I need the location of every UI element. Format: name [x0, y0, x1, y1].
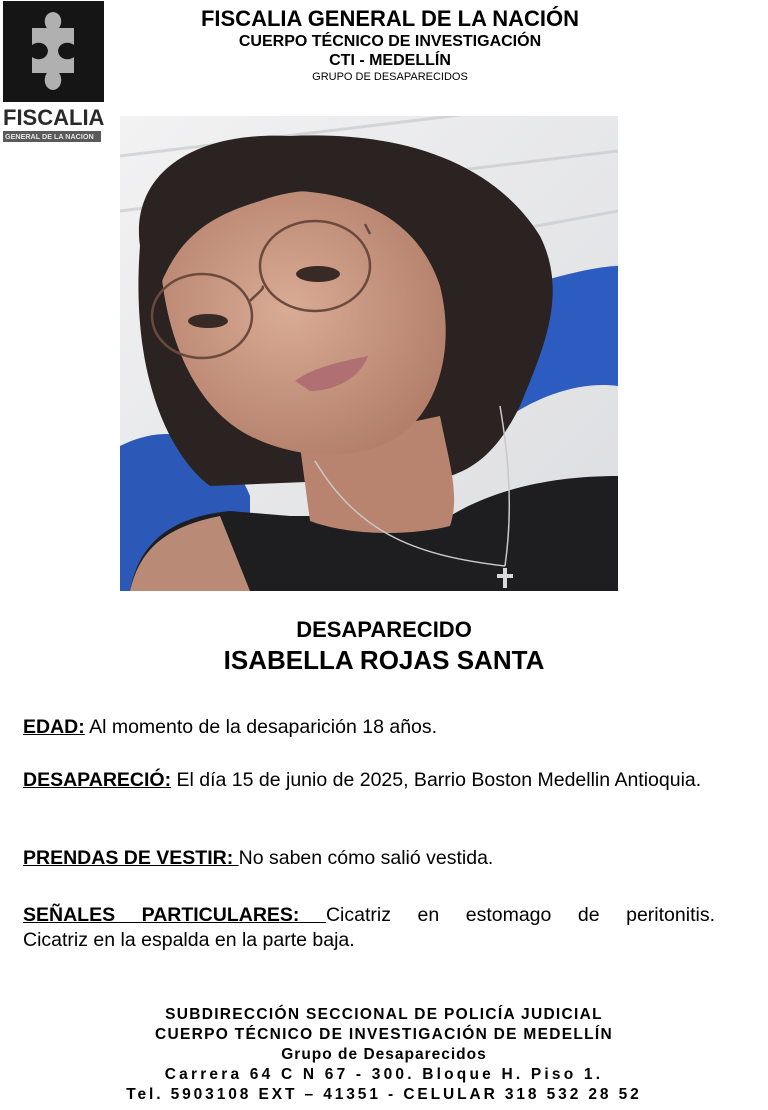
footer-line-1: SUBDIRECCIÓN SECCIONAL DE POLICÍA JUDICIAL: [165, 1006, 603, 1023]
document-header: [110, 6, 670, 84]
header-title: FISCALIA GENERAL DE LA NACIÓN: [200, 6, 580, 31]
footer-group: Grupo de Desaparecidos: [281, 1046, 487, 1063]
puzzle-piece-icon: [3, 1, 104, 102]
notice-status: DESAPARECIDO: [296, 617, 472, 642]
field-age: [23, 715, 437, 740]
header-office: CTI - MEDELLÍN: [329, 52, 451, 69]
field-age-label: EDAD:: [23, 716, 85, 738]
logo-subtitle: GENERAL DE LA NACION: [3, 131, 101, 142]
notice-title: [0, 616, 768, 676]
fiscalia-logo: [3, 1, 105, 142]
field-marks-continued: [23, 928, 715, 953]
field-marks-label: SEÑALES PARTICULARES:: [23, 904, 326, 926]
field-marks-value-line1: Cicatriz en estomago de peritonitis.: [325, 904, 715, 926]
contact-footer: [0, 1005, 768, 1105]
logo-box: [3, 1, 104, 102]
field-clothing-value: No saben cómo salió vestida.: [238, 847, 494, 869]
portrait-illustration: [120, 116, 618, 591]
field-age-value: Al momento de la desaparición 18 años.: [84, 716, 438, 738]
field-clothing-label: PRENDAS DE VESTIR:: [23, 847, 239, 869]
footer-line-2: CUERPO TÉCNICO DE INVESTIGACIÓN DE MEDELLÍN: [154, 1026, 614, 1043]
missing-person-photo: [120, 116, 618, 591]
field-disappeared-label: DESAPARECIÓ:: [23, 769, 172, 791]
field-marks: [23, 903, 715, 928]
field-disappeared-value: El día 15 de junio de 2025, Barrio Boston Medellin Antioquia.: [171, 769, 702, 791]
person-name: ISABELLA ROJAS SANTA: [223, 645, 545, 675]
footer-phones: Tel. 5903108 EXT – 41351 - CELULAR 318 532 28 52: [126, 1086, 642, 1103]
field-marks-value-line2: Cicatriz en la espalda en la parte baja.: [23, 929, 355, 951]
field-clothing: [23, 846, 715, 871]
field-disappeared: [23, 768, 715, 793]
footer-address: Carrera 64 C N 67 - 300. Bloque H. Piso 1.: [164, 1066, 604, 1083]
header-group: GRUPO DE DESAPARECIDOS: [312, 71, 468, 83]
header-subtitle: CUERPO TÉCNICO DE INVESTIGACIÓN: [238, 33, 542, 50]
logo-wordmark: FISCALIA: [3, 105, 105, 130]
